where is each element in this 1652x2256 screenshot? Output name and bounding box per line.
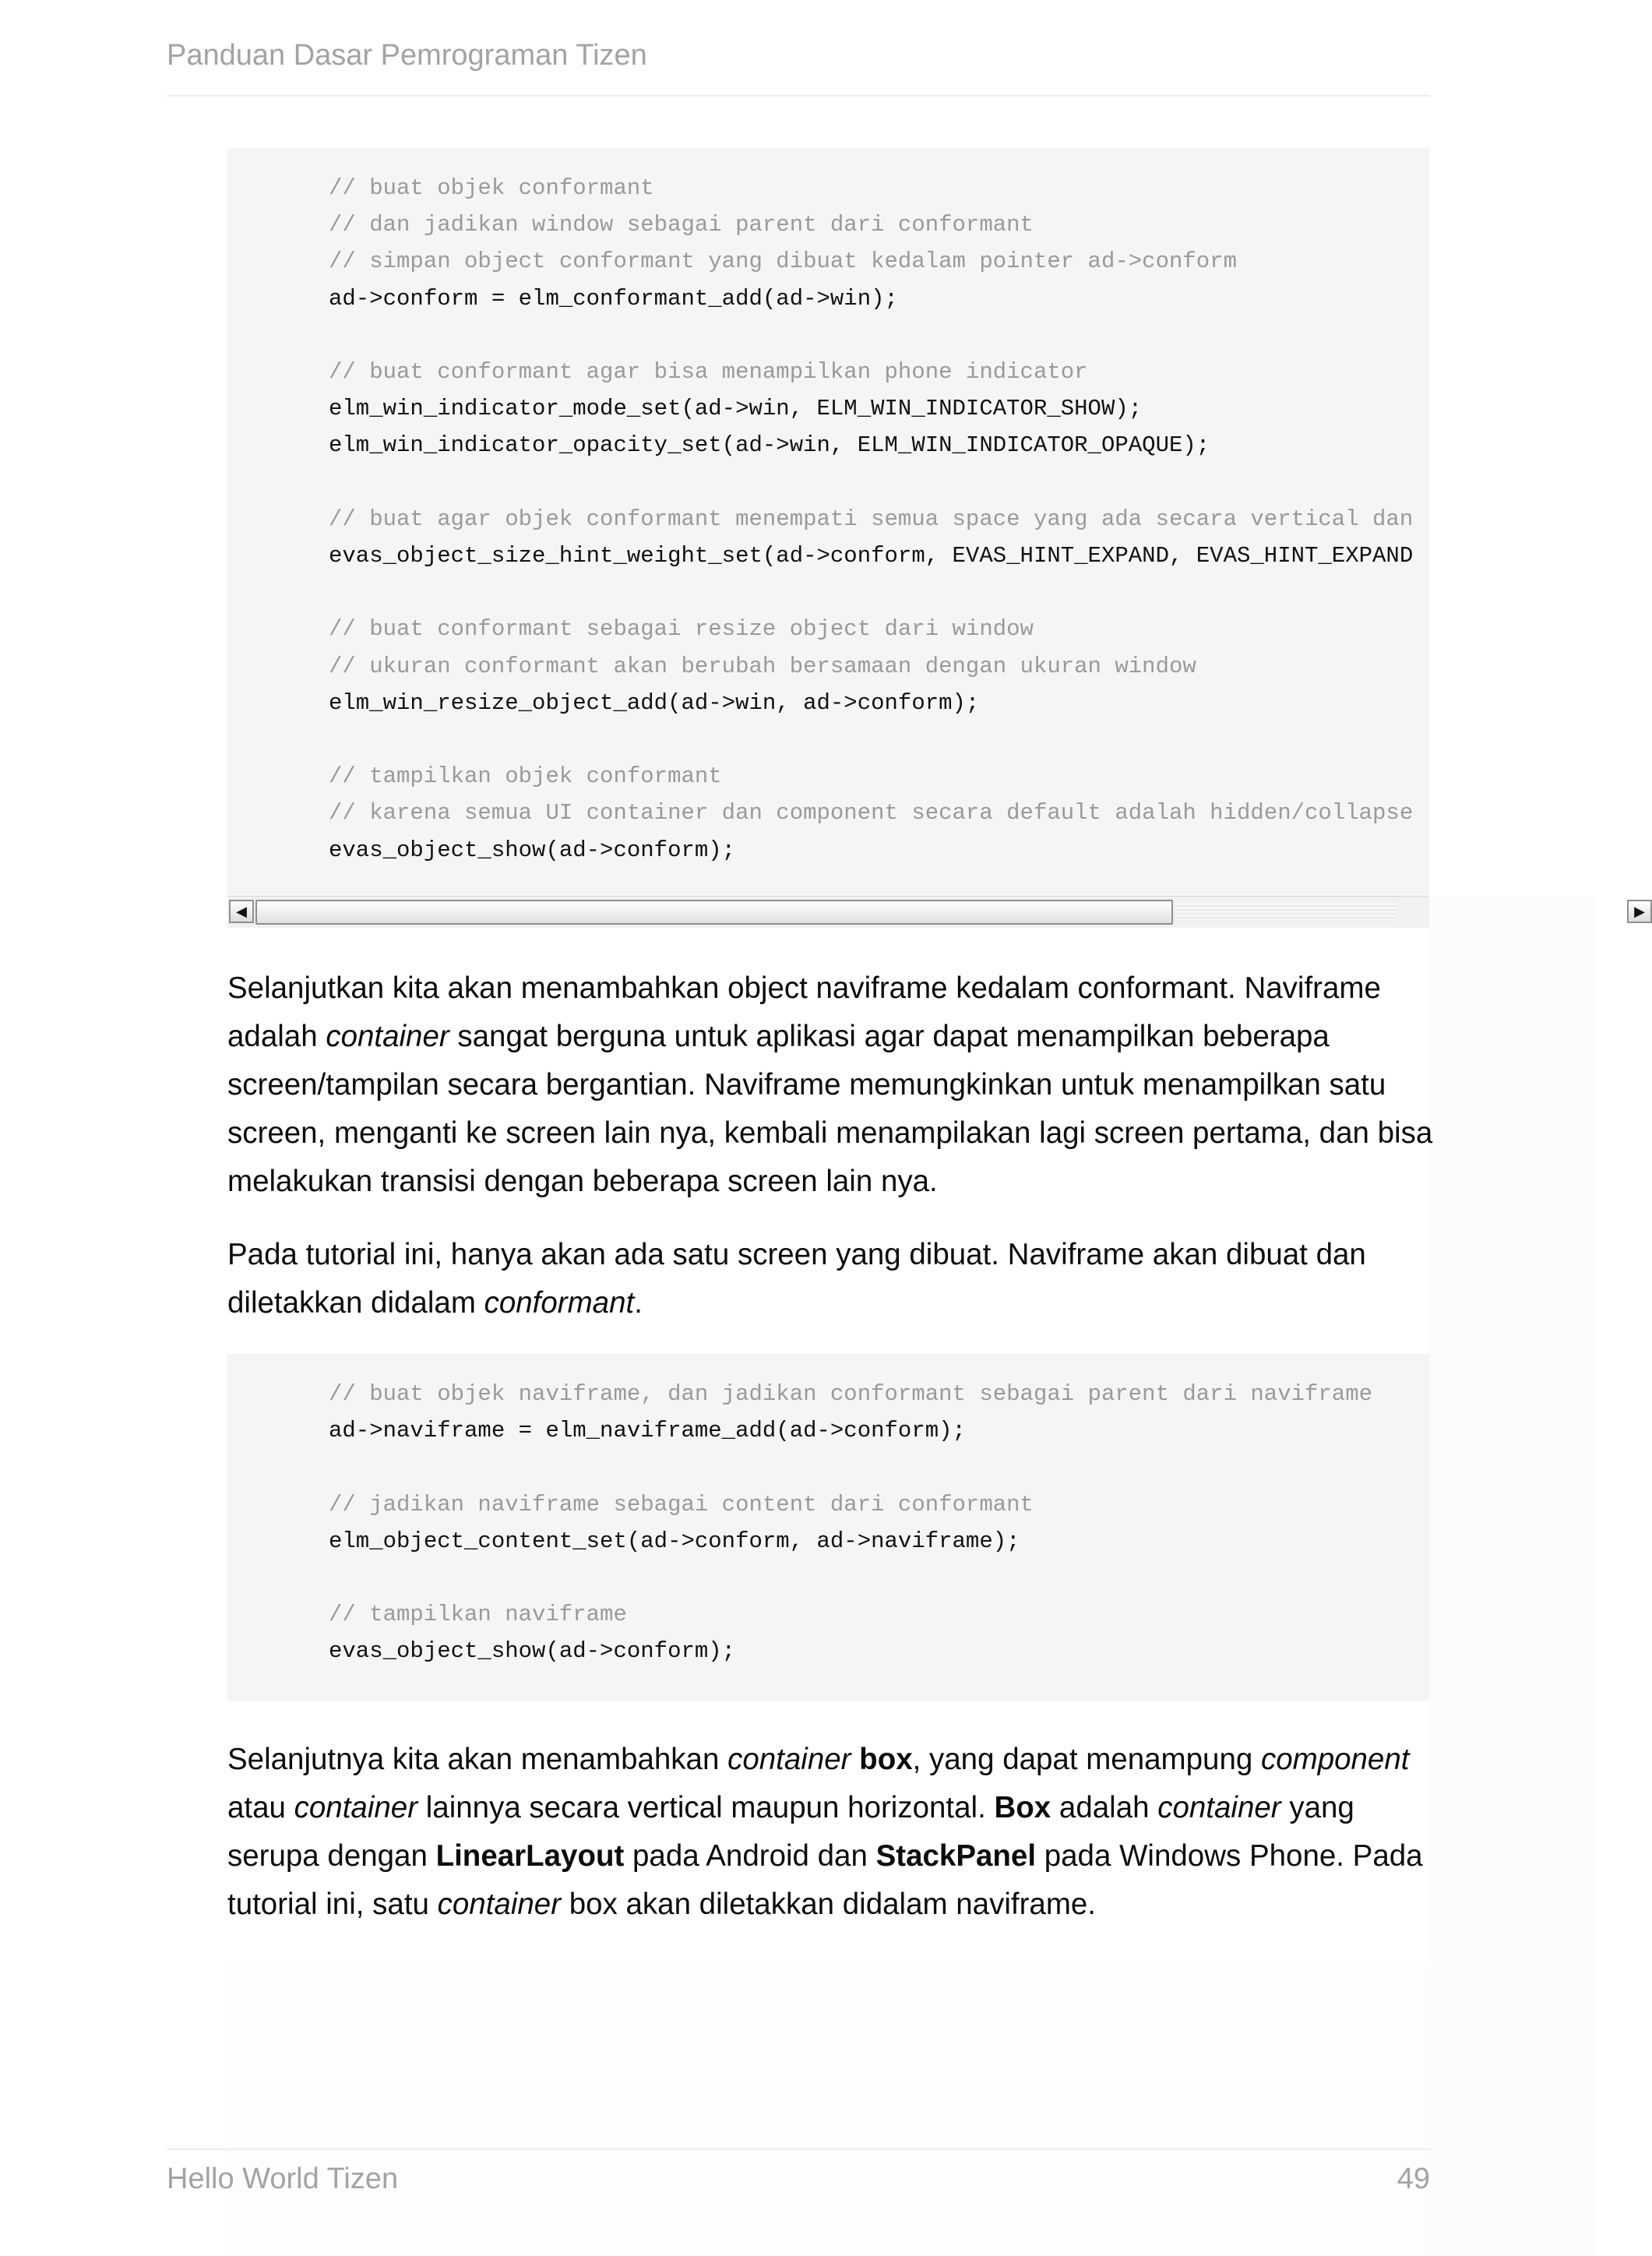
text-run: atau — [227, 1791, 294, 1824]
bold-text: box — [859, 1743, 913, 1776]
italic-text: container — [727, 1743, 851, 1776]
italic-text: container — [1157, 1791, 1281, 1824]
text-run: box akan diletakkan didalam naviframe. — [561, 1888, 1096, 1921]
scroll-left-arrow-icon[interactable]: ◀ — [229, 900, 254, 923]
italic-text: container — [326, 1020, 449, 1053]
text-run: adalah — [1051, 1791, 1158, 1824]
text-run: , yang dapat menampung — [912, 1743, 1261, 1776]
paragraph-naviframe-intro — [227, 964, 1442, 1206]
running-header: Panduan Dasar Pemrograman Tizen — [167, 39, 647, 72]
text-run: Selanjutkan kita akan menambahkan object naviframe kedalam conformant. Naviframe adalah — [227, 971, 1381, 1053]
italic-text: component — [1260, 1743, 1410, 1776]
paragraph-naviframe-tutorial — [227, 1231, 1442, 1327]
scroll-right-arrow-icon[interactable]: ▶ — [1627, 900, 1652, 923]
code-line: evas_object_size_hint_weight_set(ad->conform, EVAS_HINT_EXPAND, EVAS_HINT_EXPAND — [329, 543, 1414, 569]
italic-text: container — [437, 1888, 562, 1921]
text-run: pada Windows Phone. Pada tutorial ini, satu — [227, 1839, 1423, 1921]
code-line: elm_win_indicator_opacity_set(ad->win, ELM_WIN_INDICATOR_OPAQUE); — [329, 432, 1210, 459]
bold-text: StackPanel — [875, 1839, 1037, 1873]
text-run: pada Android dan — [624, 1839, 876, 1873]
code-line: ad->conform = elm_conformant_add(ad->win); — [329, 285, 898, 312]
running-footer: Hello World Tizen — [167, 2163, 399, 2195]
paragraph-box-container — [227, 1736, 1442, 1929]
footer-divider — [167, 2148, 1430, 2150]
code-line: elm_win_indicator_mode_set(ad->win, ELM_WIN_INDICATOR_SHOW); — [329, 396, 1143, 422]
page-number: 49 — [1397, 2163, 1430, 2195]
code-comment-line: // buat objek conformant — [329, 175, 654, 201]
code-comment-line: // buat conformant agar bisa menampilkan phone indicator — [329, 359, 1088, 385]
code-comment-line: // dan jadikan window sebagai parent dari conformant — [329, 212, 1034, 238]
code-block-naviframe — [227, 1354, 1429, 1701]
text-run: Selanjutnya kita akan menambahkan — [227, 1743, 728, 1776]
bold-text: Box — [994, 1791, 1051, 1824]
text-run: yang serupa dengan — [227, 1791, 1354, 1873]
page-shade — [227, 1963, 1429, 2256]
code-comment-line: // buat agar objek conformant menempati semua space yang ada secara vertical dan — [329, 506, 1414, 532]
italic-text: container — [294, 1791, 418, 1824]
text-run: sangat berguna untuk aplikasi agar dapat menampilkan beberapa screen/tampilan secara bergantian. Naviframe memungkinkan untuk menampilkan satu screen, menganti ke screen lain nya, kembali menampilakan lagi screen pertama, dan bisa melakukan transisi dengan beberapa screen lain nya. — [227, 1020, 1433, 1198]
page-shade — [1429, 896, 1595, 2256]
scrollbar-thumb[interactable] — [255, 900, 1173, 925]
scrollbar-track[interactable] — [1175, 903, 1397, 922]
code-comment-line: // simpan object conformant yang dibuat kedalam pointer ad->conform — [329, 249, 1237, 275]
code-line: elm_win_resize_object_add(ad->win, ad->conform); — [329, 689, 980, 716]
code-comment-line: // buat conformant sebagai resize object dari window — [329, 616, 1034, 643]
paragraph-text — [227, 1736, 1442, 1929]
italic-text: conformant — [484, 1286, 635, 1320]
code-comment-line: // tampilkan naviframe — [329, 1602, 627, 1628]
code-line: ad->naviframe = elm_naviframe_add(ad->conform); — [329, 1418, 966, 1444]
code-comment-line: // karena semua UI container dan component secara default adalah hidden/collapse — [329, 800, 1414, 827]
code-line: evas_object_show(ad->conform); — [329, 837, 736, 863]
text-run: . — [634, 1286, 643, 1320]
code-comment-line: // tampilkan objek conformant — [329, 763, 722, 790]
header-divider — [167, 95, 1430, 97]
code-comment-line: // buat objek naviframe, dan jadikan conformant sebagai parent dari naviframe — [329, 1381, 1373, 1407]
bold-text: LinearLayout — [435, 1839, 625, 1873]
code-line: evas_object_show(ad->conform); — [329, 1638, 736, 1665]
code-comment-line: // ukuran conformant akan berubah bersamaan dengan ukuran window — [329, 653, 1196, 679]
code-line: elm_object_content_set(ad->conform, ad->naviframe); — [329, 1528, 1020, 1554]
paragraph-text — [227, 1231, 1442, 1327]
text-run: Pada tutorial ini, hanya akan ada satu screen yang dibuat. Naviframe akan dibuat dan diletakkan didalam — [227, 1238, 1366, 1320]
paragraph-text — [227, 964, 1442, 1206]
code-comment-line: // jadikan naviframe sebagai content dari conformant — [329, 1491, 1034, 1518]
text-run: lainnya secara vertical maupun horizontal. — [417, 1791, 995, 1824]
horizontal-scrollbar[interactable] — [227, 896, 1645, 928]
code-block-conformant — [227, 148, 1429, 896]
text-run — [851, 1743, 859, 1776]
